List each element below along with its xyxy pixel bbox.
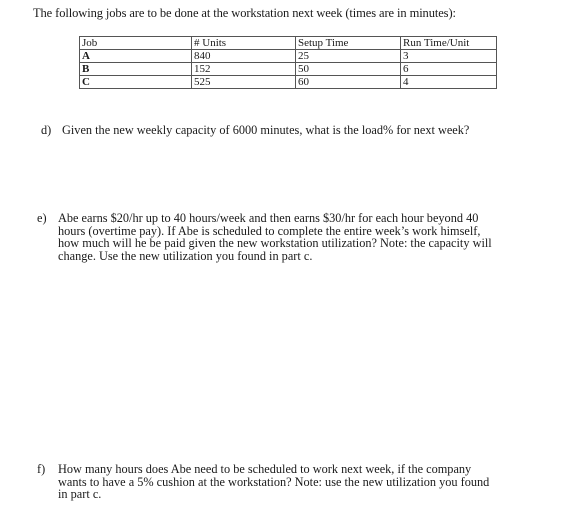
cell-units: 525 [192, 76, 296, 89]
question-line: in part c. [58, 487, 102, 502]
question-line: change. Use the new utilization you found in part c. [58, 248, 313, 263]
cell-run-time: 6 [401, 63, 497, 76]
cell-setup-time: 60 [296, 76, 401, 89]
intro-text: The following jobs are to be done at the workstation next week (times are in minutes): [33, 6, 456, 20]
question-text [58, 212, 492, 262]
question-line: How many hours does Abe need to be scheduled to work next week, if the company [58, 462, 472, 476]
question-text [58, 463, 489, 501]
header-job: Job [80, 37, 192, 50]
question-label: d) [41, 123, 52, 137]
question-label: e) [37, 211, 47, 225]
cell-setup-time: 25 [296, 50, 401, 63]
cell-units: 152 [192, 63, 296, 76]
table-row [80, 76, 497, 89]
table-header-row [80, 37, 497, 50]
question-line: how much will he be paid given the new workstation utilization? Note: the capacity will [58, 236, 492, 251]
question-line: hours (overtime pay). If Abe is scheduled to complete the entire week’s work himself, [58, 223, 481, 238]
header-units: # Units [192, 37, 296, 50]
question-line: wants to have a 5% cushion at the workstation? Note: use the new utilization you found [58, 474, 490, 489]
cell-job: A [80, 50, 192, 63]
cell-run-time: 3 [401, 50, 497, 63]
question-line: Abe earns $20/hr up to 40 hours/week and then earns $30/hr for each hour beyond 40 [58, 211, 479, 225]
cell-job: C [80, 76, 192, 89]
cell-units: 840 [192, 50, 296, 63]
cell-run-time: 4 [401, 76, 497, 89]
question-text [62, 124, 469, 137]
jobs-table [79, 36, 497, 89]
header-run-time-per-unit: Run Time/Unit [401, 37, 497, 50]
cell-setup-time: 50 [296, 63, 401, 76]
table-row [80, 50, 497, 63]
table-row [80, 63, 497, 76]
header-setup-time: Setup Time [296, 37, 401, 50]
question-label: f) [37, 462, 46, 476]
question-line: Given the new weekly capacity of 6000 minutes, what is the load% for next week? [62, 123, 470, 137]
cell-job: B [80, 63, 192, 76]
